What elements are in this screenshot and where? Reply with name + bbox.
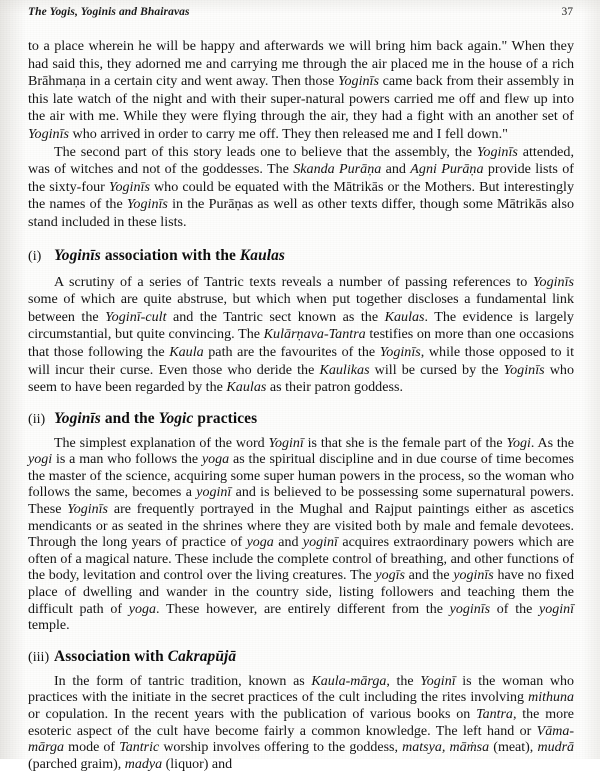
section-number-1: (i): [28, 247, 42, 264]
section-heading-1: [28, 247, 574, 265]
section-title-3: Association with Cakrapūjā: [54, 647, 237, 665]
section-number-3: (iii): [28, 648, 50, 665]
page-content: [28, 0, 574, 773]
section-heading-3: [28, 648, 574, 666]
running-head: [28, 0, 574, 24]
section-paragraph-2: The simplest explanation of the word Yoginī is that she is the female part of the Yogi. As the yogi is a man who follows the yoga as the spiritual discipline and in due course of time becomes the master of the science, acquiring some super human powers in the process, so the woman who follows the same, becomes a yoginī and is believed to be possessing some supernatural powers. These Yoginīs are frequently portrayed in the Mughal and Rajput paintings either as ascetics mendicants or as seated in the shrines where they are visited both by male and female devotees. Through the long years of practice of yoga and yoginī acquires extraordinary powers which are often of a magical nature. These include the complete control of breathing, and other functions of the body, levitation and control over the living creatures. The yogīs and the yoginīs have no fixed place of dwelling and wander in the country side, listing followers and teaching them the difficult path of yoga. These however, are entirely different from the yoginīs of the yoginī temple.: [28, 435, 575, 634]
section-title-2: Yoginīs and the Yogic practices: [54, 409, 258, 427]
page-number: 37: [561, 6, 573, 18]
body-text: [28, 38, 574, 773]
section-paragraph-1: A scrutiny of a series of Tantric texts reveals a number of passing references to Yoginīs some of which are quite abstruse, but which when put together discloses a fundamental link between the Yoginī-cult and the Tantric sect known as the Kaulas. The evidence is largely circumstantial, but quite convincing. The Kulārṇava-Tantra testifies on more than one occasions that those following the Kaula path are the favourites of the Yoginīs, while those opposed to it will incur their curse. Even those who deride the Kaulikas will be cursed by the Yoginīs who seem to have been regarded by the Kaulas as their patron goddess.: [28, 273, 574, 396]
paragraph-second-part: The second part of this story leads one to believe that the assembly, the Yoginīs attended, was of witches and not of the goddesses. The Skanda Purāṇa and Agni Purāṇa provide lists of the sixty-four Yoginīs who could be equated with the Mātrikās or the Mothers. But interestingly the names of the Yoginīs in the Purāṇas as well as other texts differ, though some Mātrikās also stand included in these lists.: [28, 143, 574, 230]
running-head-title: The Yogis, Yoginis and Bhairavas: [28, 6, 190, 18]
paragraph-continued: to a place wherein he will be happy and afterwards we will bring him back again." When they had said this, they adorned me and carrying me through the air placed me in the house of a rich Brāhmaṇa in a certain city and went away. Then those Yoginīs came back from their assembly in this late watch of the night and with their super-natural powers carried me off and flew up into the air with me. While they were flying through the air, they had a fight with an another set of Yoginīs who arrived in order to carry me off. They then released me and I fell down.": [28, 38, 574, 142]
section-heading-2: [28, 410, 574, 428]
section-paragraph-3: In the form of tantric tradition, known as Kaula-mārga, the Yoginī is the woman who practices with the initiate in the secret practices of the cult including the rites involving mithuna or copulation. In the recent years with the publication of various books on Tantra, the more esoteric aspect of the cult have become fairly a common knowledge. The left hand or Vāma-mārga mode of Tantric worship involves offering to the goddess, matsya, māṁsa (meat), mudrā (parched graim), madya (liquor) and: [28, 673, 575, 772]
section-title-1: Yoginīs association with the Kaulas: [54, 246, 285, 264]
section-number-2: (ii): [28, 410, 46, 427]
